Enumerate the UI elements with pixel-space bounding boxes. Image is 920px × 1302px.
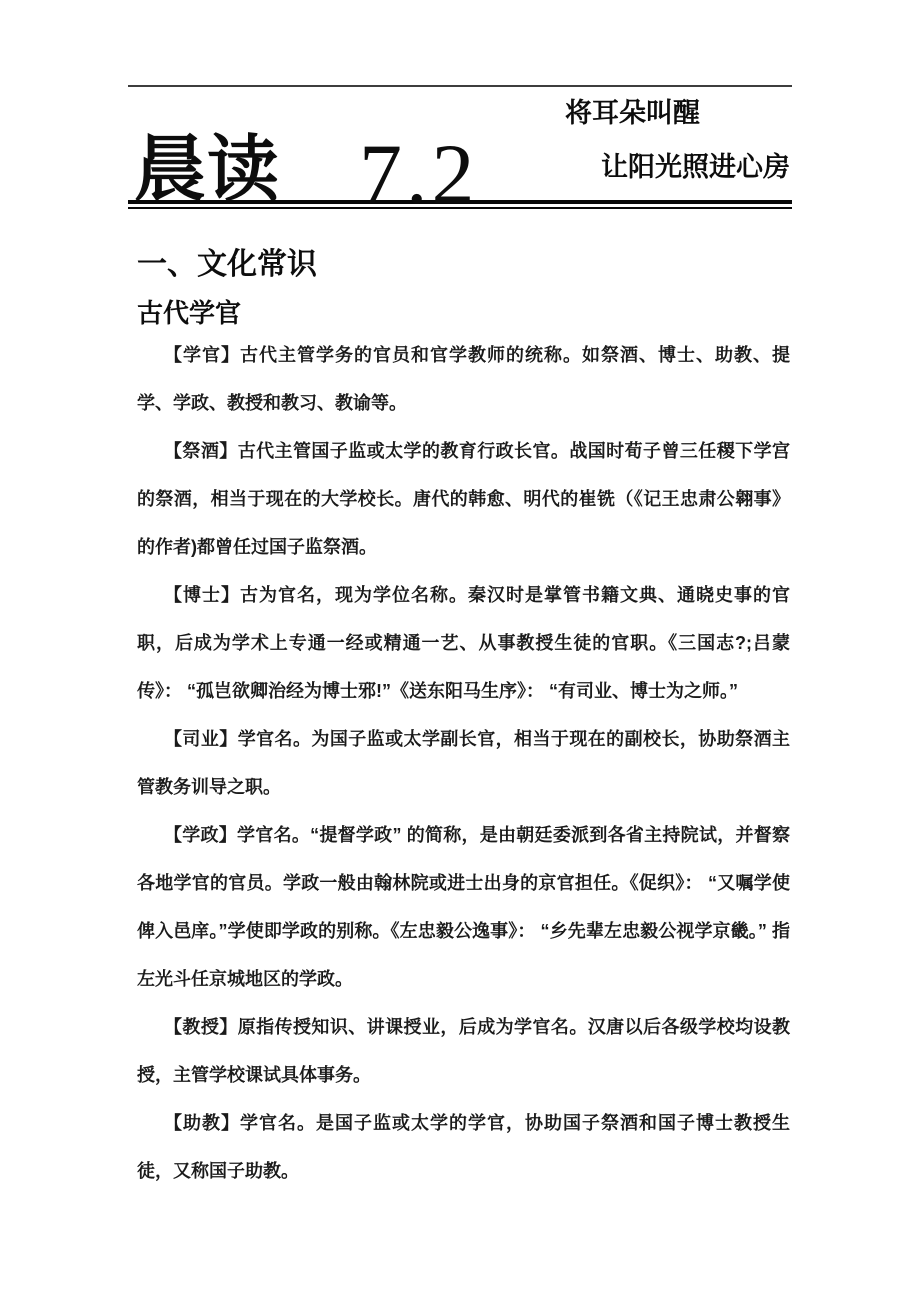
masthead-slogans <box>565 97 790 181</box>
masthead-slogan-line2: 让阳光照进心房 <box>601 152 790 182</box>
section-subheading: 古代学官 <box>137 298 242 328</box>
body-text <box>137 331 790 1195</box>
paragraph-xueguan: 【学官】古代主管学务的官员和官学教师的统称。如祭酒、博士、助教、提学、学政、教授和教习、教谕等。 <box>137 344 790 413</box>
paragraph-boshi: 【博士】古为官名，现为学位名称。秦汉时是掌管书籍文典、通晓史事的官职，后成为学术上专通一经或精通一艺、从事教授生徒的官职。《三国志?;吕蒙传》： “孤岂欲卿治经为博士邪!”《送东阳马生序》： “有司业、博士为之师。” <box>137 584 790 701</box>
masthead-edition-number: 7.2 <box>359 126 479 222</box>
paragraph-siye: 【司业】学官名。为国子监或太学副长官，相当于现在的副校长，协助祭酒主管教务训导之职。 <box>137 728 790 797</box>
masthead-slogan-line1: 将耳朵叫醒 <box>565 98 700 128</box>
masthead-title: 晨读 <box>134 130 281 210</box>
section-heading: 一、文化常识 <box>137 248 317 281</box>
paragraph-zhujiao: 【助教】学官名。是国子监或太学的学官，协助国子祭酒和国子博士教授生徒，又称国子助教。 <box>137 1112 790 1181</box>
masthead <box>134 87 790 222</box>
paragraph-jiaoshou: 【教授】原指传授知识、讲课授业，后成为学官名。汉唐以后各级学校均设教授，主管学校课试具体事务。 <box>137 1016 790 1085</box>
paragraph-jijiu: 【祭酒】古代主管国子监或太学的教育行政长官。战国时荀子曾三任稷下学宫的祭酒，相当于现在的大学校长。唐代的韩愈、明代的崔铣（《记王忠肃公翱事》的作者)都曾任过国子监祭酒。 <box>137 440 790 557</box>
paragraph-xuezheng: 【学政】学官名。“提督学政” 的简称，是由朝廷委派到各省主持院试，并督察各地学官的官员。学政一般由翰林院或进士出身的京官担任。《促织》： “又嘱学使俾入邑庠。”学使即学政的别称。《左忠毅公逸事》： “乡先辈左忠毅公视学京畿。” 指左光斗任京城地区的学政。 <box>137 824 790 989</box>
